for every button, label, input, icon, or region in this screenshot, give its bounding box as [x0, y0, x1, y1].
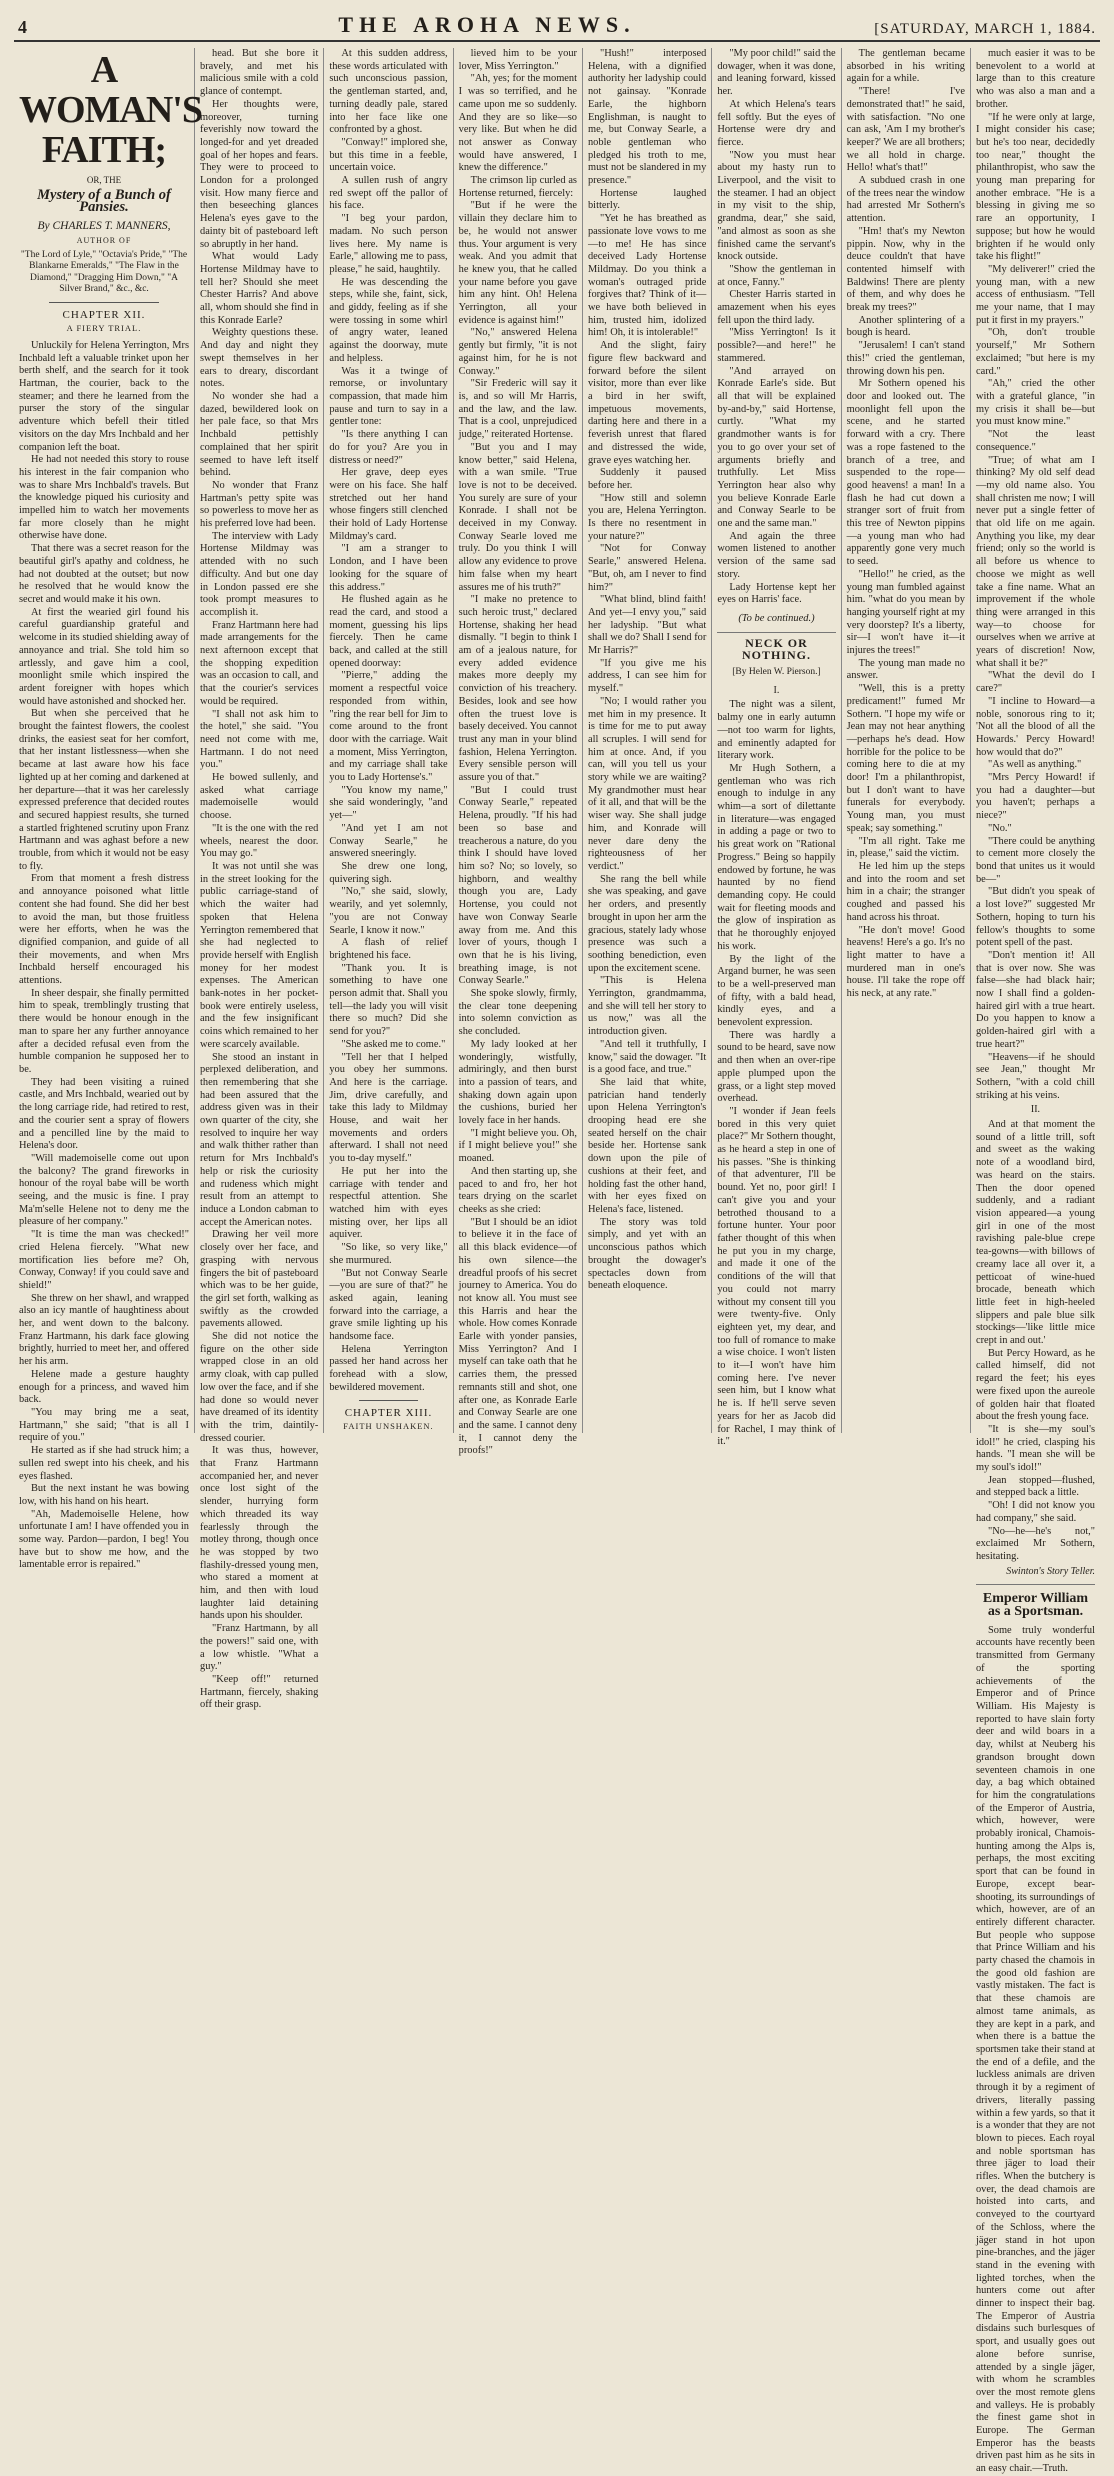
- paragraph: Helene made a gesture haughty enough for a princess, and waved him back.: [19, 1368, 189, 1406]
- divider: [359, 1400, 417, 1401]
- divider: [717, 632, 835, 633]
- paragraph: She drew one long, quivering sigh.: [329, 861, 448, 885]
- paragraph: Jean stopped—flushed, and stepped back a little.: [975, 1474, 1095, 1499]
- paragraph: She did not notice the figure on the other side wrapped close in an old army cloak, with cap pulled low over the face, and if she had done so would never have dreamed of its identity with the trim, daintily-dressed courier.: [200, 1331, 319, 1444]
- paragraph: Her grave, deep eyes were on his face. She half stretched out her hand whose fingers still clenched their hold of Lady Hortense Mildmay's card.: [329, 467, 448, 542]
- column-4: [454, 48, 583, 1457]
- divider: [49, 302, 159, 303]
- paragraph: Helena Yerrington passed her hand across her forehead with a slow, bewildered movement.: [329, 1343, 448, 1393]
- paragraph: She stood an instant in perplexed deliberation, and then remembering that she had been assured that the address given was in their own quarter of the city, she resolved to inquire her way and walk thither rather than return for Mrs Inchbald's help or risk the curiosity and rudeness which might result from an attempt to induce a London cabman to accept the American notes.: [200, 1051, 319, 1228]
- paragraph: She spoke slowly, firmly, the clear tone deepening into solemn conviction as she concluded.: [458, 988, 577, 1038]
- paragraph: "And yet I am not Conway Searle," he answered sneeringly.: [329, 822, 448, 860]
- paragraph: The young man made no answer.: [846, 657, 965, 682]
- paragraph: Franz Hartmann here had made arrangements for the next afternoon except that the shopping expedition was an occasion to call, and that the courier's services would be required.: [200, 619, 319, 707]
- paragraph: "I beg your pardon, madam. No such person lives here. My name is Earle," allowing me to pass, please," he said, haughtily.: [329, 213, 448, 275]
- paragraph: "Hello!" he cried, as the young man fumbled against him. "what do you mean by hanging yourself right at my very doorstep? It's a liberty, sir—I won't have it—it injures the trees!": [846, 568, 965, 657]
- paragraph: Chester Harris started in amazement when his eyes fell upon the third lady.: [717, 289, 836, 326]
- paragraph: "It is time the man was checked!" cried Helena fiercely. "What new mortification lies before me? Oh, Conway, Conway! if you could save and shield!": [19, 1229, 189, 1291]
- paragraph: "I'm all right. Take me in, please," said the victim.: [846, 835, 965, 860]
- paragraph: "I wonder if Jean feels bored in this very quiet place?" Mr Sothern thought, as he heard a step in one of his passes. "She is thinking of that adventurer, I'll be bound. Yet no, poor girl! I can't give you and your betrothed thousand to a fortune hunter. Your poor father thought of this when he put you in my charge, and made it one of the conditions of the will that you could not marry without my consent till you were twenty-five. Only eighteen yet, my dear, and too full of romance to make a wise choice. I won't listen to it—I won't have him coming here. I've never seen him, but I know what he is. If he'll serve seven years for her as Jacob did for Rachel, I may think of it.": [717, 1105, 836, 1448]
- paragraph: "I incline to Howard—a noble, sonorous ring to it; 'Not all the blood of all the Howards.' Percy Howard! how would that do?": [975, 695, 1095, 758]
- divider: [976, 1584, 1095, 1585]
- paragraph: Another splintering of a bough is heard.: [846, 314, 965, 339]
- paragraph: "Miss Yerrington! Is it possible?—and here!" he stammered.: [717, 327, 836, 364]
- paragraph: "You may bring me a seat, Hartmann," she said; "that is all I require of you.": [19, 1406, 189, 1444]
- paragraph: "Thank you. It is something to have one person admit that. Shall you tell—the lady you will visit there so much? Did she send for you?": [329, 962, 448, 1038]
- paragraph: My lady looked at her wonderingly, wistfully, admiringly, and then burst into a passion of tears, and shaking down again upon the cushions, buried her lovely face in her hands.: [458, 1038, 577, 1127]
- paragraph: A sullen rush of angry red swept off the pallor of his face.: [329, 175, 448, 212]
- paragraph: "Hm! that's my Newton pippin. Now, why in the deuce couldn't that have contented himself with Baldwins! There are plenty of them, and why does he break my trees?": [846, 225, 965, 314]
- paragraph: "Oh, don't trouble yourself," Mr Sothern exclaimed; "but here is my card.": [975, 327, 1095, 377]
- paragraph: "Oh! I did not know you had company," she said.: [975, 1500, 1095, 1524]
- column-3: [324, 48, 453, 1433]
- paragraph: By the light of the Argand burner, he was seen to be a well-preserved man of fifty, with a bald head, kindly eyes, and a benevolent expression.: [717, 953, 836, 1029]
- paragraph: The gentleman became absorbed in his writing again for a while.: [846, 48, 965, 85]
- paragraph: "How still and solemn you are, Helena Yerrington. Is there no resentment in your nature?": [587, 492, 707, 542]
- paragraph: But when she perceived that he brought the faintest flowers, the coolest drinks, the easiest seat for her comfort, that her instant listlessness—when she became at last aware how his face lighted up at her coming and darkened at her departure—that it was her carelessly expressed preference that decided routes and secured happiest results, she turned a startled frightened scrutiny upon Franz Hartmann and was aghast before a new trouble, from which it would not be easy to fly.: [19, 708, 189, 872]
- paragraph: Hortense laughed bitterly.: [587, 187, 707, 212]
- author-of: AUTHOR OF: [76, 235, 132, 245]
- paragraph: She threw on her shawl, and wrapped also an icy mantle of haughtiness about her, and went down to the balcony. Franz Hartmann, his dark face glowing brightly, hurried to meet her, and offered her his arm.: [19, 1292, 189, 1368]
- paragraph: "I am a stranger to London, and I have been looking for the square of this address.": [329, 543, 448, 593]
- paragraph: It was not until she was in the street looking for the public carriage-stand of which the waiter had spoken that Helena Yerrington remembered that she had neglected to provide herself with English money for her modest expenses. The American bank-notes in her pocket-book were entirely useless, and the few insignificant coins which remained to her were scarcely available.: [200, 861, 319, 1050]
- paragraph: There was hardly a sound to be heard, save now and then when an over-ripe apple plumped upon the grass, or a light step moved overhead.: [717, 1029, 836, 1105]
- article-title-neck-or-nothing: NECK OR NOTHING.: [741, 635, 811, 663]
- paragraph: "Hush!" interposed Helena, with a dignified authority her ladyship could not gainsay. "Konrade Earle, the highborn Englishman, is naught to me, but Conway Searle, a noble gentleman who pledged his troth to me, must not be slandered in my presence.": [587, 48, 707, 187]
- article-byline: [By Helen W. Pierson.]: [732, 667, 821, 678]
- serial-title: A WOMAN'S FAITH;: [19, 49, 202, 171]
- paragraph: Drawing her veil more closely over her face, and grasping with nervous fingers the bit of pasteboard which was to be her guide, the girl set forth, walking as swiftly as the crowded pavements allowed.: [200, 1229, 319, 1330]
- paragraph: He bowed sullenly, and asked what carriage mademoiselle would choose.: [200, 772, 319, 822]
- paragraph: "What blind, blind faith! And yet—I envy you," said her ladyship. "But what shall we do? Shall I send for Mr Harris?": [587, 594, 707, 657]
- part-number: I.: [773, 684, 780, 696]
- paragraph: Mr Hugh Sothern, a gentleman who was rich enough to indulge in any whim—a sort of dilettante in literature—was engaged in adding a page or two to his great work on "Rational Progress." Being so happily endowed by fortune, he was haunted by no fiend demanding copy. He could wait for fleeting moods and the glow of inspiration as that he thoroughly enjoyed his work.: [717, 762, 836, 952]
- paragraph: "Keep off!" returned Hartmann, fiercely, shaking off their grasp.: [200, 1674, 319, 1711]
- chapter-heading: CHAPTER XII.: [62, 308, 146, 321]
- paragraph: "True; of what am I thinking? My old self dead—my old name also. You shall christen me now; I will never put a single fetter of that old life on me again. Anything you like, my dear friend; only so the world is all before us whence to choose we might as well take a fine name. What an improvement if the whole thing were arranged in this way—to choose for ourselves when we arrive at years of discretion! Now, what shall it be?": [975, 454, 1095, 669]
- paragraph: "Ah," cried the other with a grateful glance, "in my crisis it shall be—but you must know mine.": [975, 378, 1095, 428]
- paragraph: "Show the gentleman in at once, Fanny.": [717, 263, 836, 288]
- chapter-subheading: A FIERY TRIAL.: [66, 323, 142, 334]
- paragraph: "So like, so very like," she murmured.: [329, 1242, 448, 1266]
- paragraph: "My deliverer!" cried the young man, with a new access of enthusiasm. "Tell me your name, that I may put it first in my prayers.": [975, 263, 1095, 326]
- paragraph: "Well, this is a pretty predicament!" fumed Mr Sothern. "I hope my wife or Jean may not hear anything—perhaps he's dead. How horrible for the police to be coming here to die at my door! I'm a philanthropist, but I don't want to have funerals for everybody. Young man, you must speak; say something.": [846, 683, 965, 834]
- paragraph: "Yet he has breathed as passionate love vows to me—to me! He has since deceived Lady Hortense Mildmay. Do you think a woman's outraged pride forgives that? Think of it—we have both believed in him, trusted him, idolized him! Oh, it is intolerable!": [587, 213, 707, 339]
- paragraph: Lady Hortense kept her eyes on Harris' face.: [717, 581, 836, 606]
- paragraph: And the slight, fairy figure flew backward and forward before the silent visitor, more than ever like a bird in her swift, impetuous movements, darting here and there in a feverish unrest that flared and distressed the wide, grave eyes watching her.: [587, 340, 707, 466]
- paragraph: That there was a secret reason for the beautiful girl's apathy and coldness, he had not doubted at the outset; but now he resolved that he would know the secret and would make it his own.: [19, 543, 189, 605]
- paragraph: Mr Sothern opened his door and looked out. The moonlight fell upon the scene, and he started forward with a cry. There was a rope fastened to the branch of a tree, and suspended to the rope—good heavens! a man! In a flash he had cut down a stranger sort of fruit from this tree of Newton pippins—a young man who had apparently gone very much to seed.: [846, 378, 965, 568]
- paragraph: Some truly wonderful accounts have recently been transmitted from Germany of the sporting achievements of the Emperor and of Prince William. His Majesty is reported to have slain forty deer and wild boars in a day, whilst at Neuberg his grandson brought down seventeen chamois in one day, a bag which obtained for him the congratulations of the Emperor of Austria, which, however, were probably ironical, Chamois-hunting among the Alps is, perhaps, the most exciting sport that can be found in Europe, except bear-shooting, its surroundings of which, however, are of an entirely different character. But people who suppose that Prince William and his party chased the chamois in the good old fashion are vastly mistaken. The fact is that these chamois are almost tame animals, as they are kept in a park, and when there is a battue the sportsmen take their stand at the end of a defile, and the luckless animals are driven through it by a regiment of drivers, literally passing within a few yards, so that it is a wonder that they are not blown to pieces. Each royal and noble sportsman has three jäger to load their rifles. When the butchery is over, the dead chamois are hoisted into carts, and conveyed to the courtyard of the Schloss, where the jäger stand in hot upon pine-branches, and the jäger stand in the evening with lighted torches, when the hunters come out after dinner to inspect their bag. The Emperor of Austria disdains such burlesques of sport, and usually goes out alone before sunrise, attended by a single jäger, with whom he scrambles over the most remote glens and valleys. He is probably the finest game shot in Europe. The German Emperor has the beasts driven past him as he sits in an easy chair.—Truth.: [975, 1624, 1095, 2475]
- paragraph: "What the devil do I care?": [975, 670, 1095, 695]
- paragraph: "There! I've demonstrated that!" he said, with satisfaction. "No one can ask, 'Am I my brother's keeper?' We are all brothers; we all hold in charge. Hello! what's that!": [846, 86, 965, 174]
- column-2: [195, 48, 324, 1711]
- paragraph: But Percy Howard, as he called himself, did not regard the feet; his eyes were fixed upon the aureole of golden hair that floated about the fresh young face.: [975, 1347, 1095, 1423]
- paragraph: "Mrs Percy Howard! if you had a daughter—but you haven't; perhaps a niece?": [975, 772, 1095, 822]
- paragraph: A subdued crash in one of the trees near the window had arrested Mr Sothern's attention.: [846, 175, 965, 225]
- chapter-heading: CHAPTER XIII.: [344, 1406, 433, 1419]
- paragraph: "Not the least consequence.": [975, 429, 1095, 453]
- source-attribution: Swinton's Story Teller.: [1006, 1565, 1095, 1577]
- paragraph: "Heavens—if he should see Jean," thought Mr Sothern, "with a cold chill striking at his veins.: [975, 1051, 1095, 1101]
- paragraph: "No," answered Helena gently but firmly, "it is not against him, for he is not Conway.": [458, 327, 577, 377]
- paragraph: He flushed again as he read the card, and stood a moment, guessing his lips fiercely. Then he came back, and called at the still opened doorway:: [329, 594, 448, 669]
- to-be-continued: (To be continued.): [738, 612, 815, 624]
- article-title-emperor: Emperor William as a Sportsman.: [982, 1591, 1089, 1620]
- paragraph: "Jerusalem! I can't stand this!" cried the gentleman, throwing down his pen.: [846, 340, 965, 377]
- paragraph: In sheer despair, she finally permitted him to speak, tremblingly trusting that there would be honour enough in the man to spare her any further annoyance after a decided refusal even from the humble companion he supposed her to be.: [19, 987, 189, 1075]
- paragraph: "Pierre," adding the moment a respectful voice responded from within, "ring the rear bell for Jim to come around to the front door with the carriage. Wait a moment, Miss Yerrington, and my carriage shall take you to Lady Hortense's.": [329, 670, 448, 784]
- paragraph: "But didn't you speak of a lost love?" suggested Mr Sothern, hoping to turn his fellow's thoughts to some potent spell of the past.: [975, 886, 1095, 949]
- paragraph: No wonder she had a dazed, bewildered look on her pale face, so that Mrs Inchbald pettishly complained that her spirit seemed to have left itself behind.: [200, 390, 319, 479]
- paragraph: "She asked me to come.": [341, 1038, 446, 1050]
- paragraph: "He don't move! Good heavens! Here's a go. It's no light matter to have a murdered man in one's house. I'll take the rope off his neck, at any rate.": [846, 924, 965, 1000]
- paper-title: THE AROHA NEWS.: [338, 12, 636, 37]
- paragraph: "I shall not ask him to the hotel," she said. "You need not come with me, Hartmann. I do not need you.": [200, 708, 319, 771]
- paragraph: "If you give me his address, I can see him for myself.": [587, 657, 707, 695]
- paragraph: "But I could trust Conway Searle," repeated Helena, proudly. "If his had been so base and treacherous a nature, do you think I should have loved him so? No; so lovely, so highborn, and wealthy though you are, Lady Hortense, you could not have won Conway Searle away from me. And this lover of yours, though I own that he is his living, breathing image, is not Conway Searle.": [458, 784, 577, 987]
- paragraph: And at that moment the sound of a little trill, soft and sweet as the waking note of a woodland bird, was heard on the stairs. Then the door opened suddenly, and a radiant vision appeared—a young girl in one of the most ravishing pale-blue crepe tea-gowns—with billows of creamy lace all over it, a petticoat of wine-hued brocade, beneath which little feet in high-heeled slippers and pale blue silk stockings—'like little mice crept in and out.': [975, 1119, 1095, 1347]
- paragraph: "Not for Conway Searle," answered Helena. "But, oh, am I never to find him?": [587, 543, 707, 593]
- paragraph: "There could be anything to cement more closely the bond that unites us it would be—": [975, 835, 1095, 885]
- paragraph: At this sudden address, these words articulated with such unconscious passion, the gentleman started, and, turning deadly pale, stared into her face like one confronted by a ghost.: [329, 48, 448, 136]
- paragraph: And then starting up, she paced to and fro, her hot tears drying on the scarlet cheeks as she cried:: [458, 1165, 577, 1215]
- serial-or: OR, THE: [86, 175, 122, 185]
- paragraph: He led him up the steps and into the room and set him in a chair; the stranger coughed and passed his hand across his throat.: [846, 861, 965, 923]
- paragraph: A flash of relief brightened his face.: [329, 937, 448, 961]
- paragraph: "I might believe you. Oh, if I might believe you!" she moaned.: [458, 1127, 577, 1165]
- paragraph: From that moment a fresh distress and annoyance poisoned what little content she had found. She did her best to avoid the man, but those fruitless were her efforts, when he was the dignified companion, and guide of all their movements, and when Mrs Inchbald herself encouraged his attentions.: [19, 873, 189, 987]
- paragraph: "No; I would rather you met him in my presence. It is time for me to put away all scruples. I will send for him at once. And, if you can, will you tell us your story while we are waiting? My grandmother must hear of it all, and that will be the wiser way. She shall judge him, and Konrade will never dare deny the righteousness of her verdict.": [587, 695, 707, 872]
- paragraph: "No—he—he's not," exclaimed Mr Sothern, hesitating.: [975, 1525, 1095, 1562]
- paragraph: "If he were only at large, I might consider his case; but he's too near, decidedly too near," thought the philanthropist, who saw the young man preparing for another embrace. "He is a blessing in giving me so rare an opportunity, I suppose; but how he would brighten if he would only take his flight!": [975, 111, 1095, 263]
- paragraph: No wonder that Franz Hartman's petty spite was so powerless to move her as his preferred love had been.: [200, 479, 319, 530]
- paragraph: It was thus, however, that Franz Hartmann accompanied her, and never once lost sight of the slender, hurrying form which threaded its way fearlessly through the motley throng, though once he was stopped by two flashily-dressed young men, who stared a moment at him, and then with loud laughter laid detaining hands upon his shoulder.: [200, 1445, 319, 1622]
- paragraph: "Ah, Mademoiselle Helene, how unfortunate I am! I have offended you in some way. Pardon—pardon, I beg! You have but to show me how, and the lamentable error is repaired.": [19, 1508, 189, 1571]
- serial-byline: By CHARLES T. MANNERS,: [37, 220, 171, 233]
- paragraph: "Now you must hear about my hasty run to Liverpool, and the visit to the steamer. I had an object in my visit to the ship, grandma, dear," she said, "and almost as soon as she finished came the servant's knock outside.: [717, 149, 836, 263]
- paragraph: "Ah, yes; for the moment I was so terrified, and he came upon me so suddenly. And they are so like—so very like. But when he did not answer as Conway would have answered, I knew the difference.": [458, 73, 577, 174]
- paragraph: "Will mademoiselle come out upon the balcony? The grand fireworks in honour of the royal babe will be worth seeing, and the music is fine. I pray Ma'm'selle Helene not to deny me the pleasure of her company.": [19, 1152, 189, 1228]
- paragraph: But the next instant he was bowing low, with his hand on his heart.: [19, 1483, 189, 1507]
- masthead: [14, 8, 1100, 42]
- paragraph: She laid that white, patrician hand tenderly upon Helena Yerrington's drooping head ere she seated herself on the chair beside her. Hortense sank down upon the pile of cushions at their feet, and holding fast the other hand, with her eyes fixed on Helena's face, listened.: [587, 1076, 707, 1215]
- columns: [14, 48, 1100, 2475]
- paragraph: lieved him to be your lover, Miss Yerrington.": [458, 48, 577, 72]
- column-7: [842, 48, 971, 1433]
- paragraph: The interview with Lady Hortense Mildmay was attended with no such difficulty. And but one day in London passed ere she took prompt measures to accomplish it.: [200, 530, 319, 618]
- paragraph: He put her into the carriage with tender and respectful attention. She watched him with eyes misting over, her lips all aquiver.: [329, 1165, 448, 1241]
- paragraph: At which Helena's tears fell softly. But the eyes of Hortense were dry and fierce.: [717, 98, 836, 148]
- issue-date: [SATURDAY, MARCH 1, 1884.: [874, 21, 1096, 37]
- paragraph: head. But she bore it bravely, and met his malicious smile with a cold glance of contempt.: [200, 48, 319, 98]
- serial-subtitle: Mystery of a Bunch of Pansies.: [37, 186, 171, 216]
- paragraph: Her thoughts were, moreover, turning feverishly now toward the longed-for and yet dreaded goal of her hopes and fears. They were to proceed to London for a prolonged visit. How many fierce and then beseeching glances Helena's eyes gave to the dainty bit of pasteboard left so abruptly in her hand.: [200, 98, 319, 250]
- paragraph: "But I should be an idiot to believe it in the face of all this black evidence—of his own silence—the dreadful proofs of his secret journey to America. You do not know all. You must see this Harris and hear the whole. How comes Konrade Earle with yonder pansies, Miss Yerrington? And I myself can take oath that he carries them, the pressed remnants still and shot, one after one, as Konrade Earle and Conway Searle are one and the same. I cannot deny it, I cannot deny the proofs!": [458, 1216, 577, 1457]
- paragraph: "Conway!" implored she, but this time in a feeble, uncertain voice.: [329, 136, 448, 174]
- paragraph: And again the three women listened to another version of the same sad story.: [717, 530, 836, 580]
- paragraph: "Franz Hartmann, by all the powers!" said one, with a low whistle. "What a guy.": [200, 1623, 319, 1673]
- paragraph: "Is there anything I can do for you? Are you in distress or need?": [329, 429, 448, 466]
- author-works: "The Lord of Lyle," "Octavia's Pride," "The Blankarne Emeralds," "The Flaw in the Diamond," "Dragging Him Down," "A Silver Brand," &c., &c.: [20, 249, 188, 295]
- column-8: [971, 48, 1100, 2475]
- paragraph: "Tell her that I helped you obey her summons. And here is the carriage. Jim, drive carefully, and take this lady to Mildmay House, and wait her movements and orders afterward. I shall not need you to-day myself.": [329, 1051, 448, 1165]
- paragraph: "You know my name," she said wonderingly, "and yet—": [329, 784, 448, 822]
- paragraph: "As well as anything.": [987, 759, 1082, 771]
- paragraph: He was descending the steps, while she, faint, sick, and giddy, feeling as if she were tossing in some whirl of angry water, leaned against the doorway, mute and helpless.: [329, 276, 448, 364]
- paragraph: "My poor child!" said the dowager, when it was done, and leaning forward, kissed her.: [717, 48, 836, 98]
- paragraph: "Sir Frederic will say it is, and so will Mr Harris, and the law, and the law. That is a cool, unprejudiced judge," reiterated Hortense.: [458, 378, 577, 441]
- paragraph: The crimson lip curled as Hortense returned, fiercely:: [458, 175, 577, 199]
- paragraph: She rang the bell while she was speaking, and gave her orders, and presently brought in upon her arm the gracious, stately lady whose presence was such a soothing benediction, even upon the excitement scene.: [587, 873, 707, 974]
- paragraph: "And tell it truthfully, I know," said the dowager. "It is a good face, and true.": [587, 1038, 707, 1076]
- column-1: [14, 48, 202, 1571]
- paragraph: "Don't mention it! All that is over now. She was false—she had black hair; now I shall find a golden-haired girl with a true heart. Do you happen to know a golden-haired girl with a true heart?": [975, 949, 1095, 1050]
- paragraph: What would Lady Hortense Mildmay have to tell her? Should she meet Chester Harris? And above all, whom should she find in this Konrade Earle?: [200, 251, 319, 326]
- paragraph: "It is she—my soul's idol!" he cried, clasping his hands. "I mean she will be my soul's idol!": [975, 1423, 1095, 1474]
- chapter-subheading: FAITH UNSHAKEN.: [343, 1421, 434, 1432]
- page-number: 4: [18, 17, 27, 37]
- paragraph: "It is the one with the red wheels, nearest the door. You may go.": [200, 822, 319, 860]
- paragraph: Unluckily for Helena Yerrington, Mrs Inchbald left a valuable trinket upon her berth shelf, and the search for it took Hartman, the courier, back to the steamer; and there he learned from the purser the story of the singular adventure which befell their titled visitors on the day Mrs Inchbald and her companion left the boat.: [19, 339, 189, 453]
- paragraph: The story was told simply, and yet with an unconscious pathos which brought the dowager's spectacles down from beneath eloquence.: [587, 1216, 707, 1292]
- part-number: II.: [1030, 1104, 1041, 1116]
- paragraph: Suddenly it paused before her.: [587, 467, 707, 491]
- paragraph: Weighty questions these. And day and night they swept themselves in her ears to dreary, discordant notes.: [200, 327, 319, 390]
- paragraph: He had not needed this story to rouse his interest in the fair companion who was to share Mrs Inchbald's travels. But the knowledge piqued his curiosity and impelled him to watch her movements far more closely than he might otherwise have done.: [19, 454, 189, 542]
- paragraph: "I make no pretence to such heroic trust," declared Hortense, shaking her head dismally. "I begin to think I am of a jealous nature, for every added evidence makes more deeply my conviction of his treachery. Besides, look and see how often the truest love is basely deceived. You cannot trust any man in your blind fashion, Helena Yerrington. Every sensible person will assure you of that.": [458, 594, 577, 784]
- paragraph: Was it a twinge of remorse, or involuntary compassion, that made him pause and turn to say in a gentler tone:: [329, 365, 448, 428]
- paragraph: "No," she said, slowly, wearily, and yet solemnly, "you are not Conway Searle, I know it now.": [329, 886, 448, 936]
- paragraph: much easier it was to be benevolent to a world at large than to this creature who was also a man and a brother.: [975, 48, 1095, 110]
- column-6: [712, 48, 841, 1448]
- paragraph: "This is Helena Yerrington, grandmamma, and she will tell her story to us now," was all the introduction given.: [587, 975, 707, 1038]
- column-5: [583, 48, 712, 1433]
- paragraph: The night was a silent, balmy one in early autumn—not too warm for lights, and eminently adapted for literary work.: [717, 699, 836, 762]
- paragraph: At first the wearied girl found his careful guardianship grateful and welcome in its studied shielding away of annoyance and trial. She told him so artlessly, and gave him a cool, moonlight smile which inspired the ardent foreigner with hopes which would have astonished and shocked her.: [19, 606, 189, 707]
- paragraph: He started as if she had struck him; a sullen red swept into his cheek, and his eyes flashed.: [19, 1445, 189, 1482]
- paragraph: They had been visiting a ruined castle, and Mrs Inchbald, wearied out by the long carriage ride, had retired to rest, and the courier sent a spray of flowers and a pencilled line by the maid to Helena's door.: [19, 1076, 189, 1152]
- paragraph: "But if he were the villain they declare him to be, he would not answer thus. Your argument is very weak. And you admit that he knew you, that he called your name before you gave him any hint. Oh! Helena Yerrington, all your evidence is against him!": [458, 200, 577, 326]
- paragraph: "But you and I may know better," said Helena, with a wan smile. "True love is not to be deceived. You surely are sure of your Konrade. I shall not be deceived in my Conway. Conway Searle loved me truly. Do you think I will allow any evidence to prove him false when my heart assures me of his truth?": [458, 441, 577, 593]
- paragraph: "No.": [987, 822, 1012, 834]
- paragraph: "But not Conway Searle—you are sure of that?" he asked again, leaning forward into the carriage, a grave smile lighting up his handsome face.: [329, 1267, 448, 1343]
- paragraph: "And arrayed on Konrade Earle's side. But all that will be explained by-and-by," said Hortense, curtly. "What my grandmother wants is for you to go over your set of arguments briefly and truthfully. Let Miss Yerrington hear also why you believe Konrade Earle and Conway Searle to be one and the same man.": [717, 365, 836, 530]
